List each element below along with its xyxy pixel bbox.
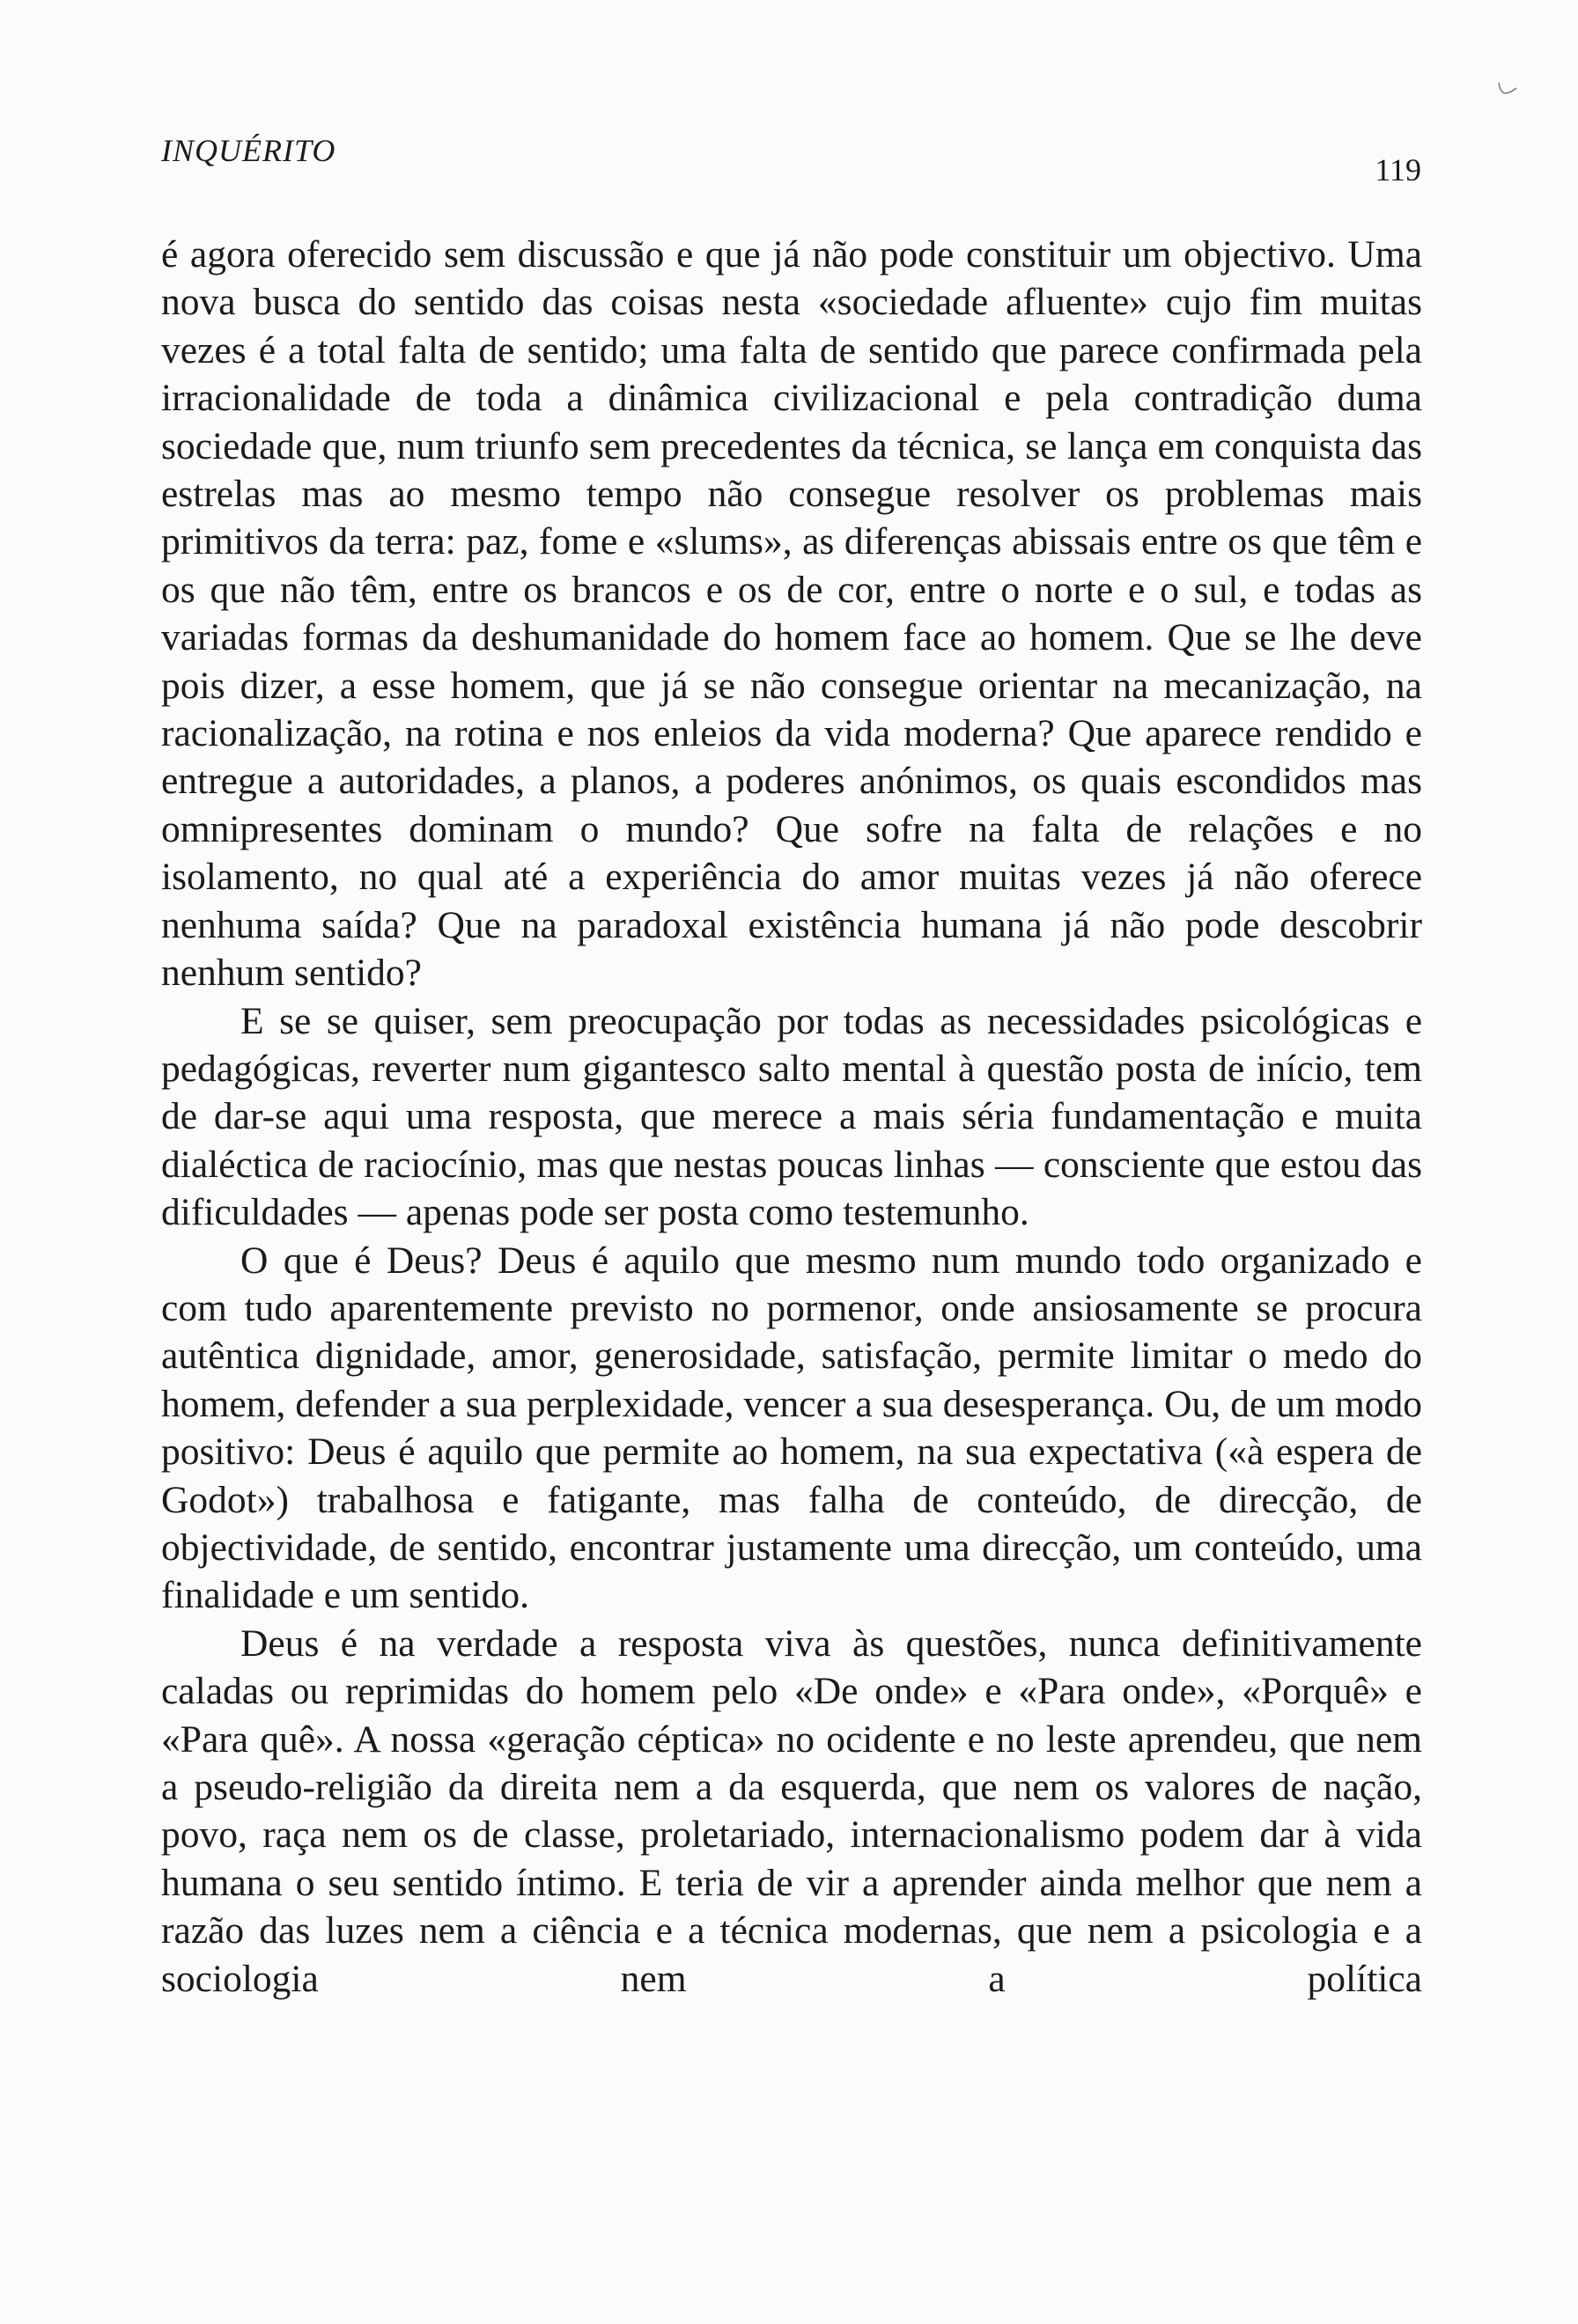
body-text xyxy=(161,231,1422,2003)
page-number: 119 xyxy=(1375,152,1421,188)
page-header xyxy=(161,132,1421,188)
running-head: INQUÉRITO xyxy=(161,133,336,168)
paragraph-2: E se se quiser, sem preocupação por todas as necessidades psicológicas e pedagógicas, reverter num gigantesco salto mental à questão posta de início, tem de dar-se aqui uma resposta, que merece a mais séria fundamentação e muita dialéctica de raciocínio, mas que nestas poucas linhas — consciente que estou das dificuldades — apenas pode ser posta como testemunho. xyxy=(161,999,1422,1234)
pencil-mark-icon xyxy=(1497,81,1520,97)
paragraph-3: O que é Deus? Deus é aquilo que mesmo num mundo todo organizado e com tudo aparentemente previsto no pormenor, onde ansiosamente se procura autêntica dignidade, amor, generosidade, satisfação, permite limitar o medo do homem, defender a sua perplexidade, vencer a sua desesperança. Ou, de um modo positivo: Deus é aquilo que permite ao homem, na sua expectativa («à espera de Godot») trabalhosa e fatigante, mas falha de conteúdo, de direcção, de objectividade, de sentido, encontrar justamente uma direcção, um conteúdo, uma finalidade e um sentido. xyxy=(161,1239,1422,1617)
paragraph-1: é agora oferecido sem discussão e que já não pode constituir um objectivo. Uma nova busca do sentido das coisas nesta «sociedade afluente» cujo fim muitas vezes é a total falta de sentido; uma falta de sentido que parece confirmada pela irracionalidade de toda a dinâmica civilizacional e pela contradição duma sociedade que, num triunfo sem precedentes da técnica, se lança em conquista das estrelas mas ao mesmo tempo não consegue resolver os problemas mais primitivos da terra: paz, fome e «slums», as diferenças abissais entre os que têm e os que não têm, entre os brancos e os de cor, entre o norte e o sul, e todas as variadas formas da deshumanidade do homem face ao homem. Que se lhe deve pois dizer, a esse homem, que já se não consegue orientar na mecanização, na racionalização, na rotina e nos enleios da vida moderna? Que aparece rendido e entregue a autoridades, a planos, a poderes anónimos, os quais escondidos mas omnipresentes dominam o mundo? Que sofre na falta de relações e no isolamento, no qual até a experiência do amor muitas vezes já não oferece nenhuma saída? Que na paradoxal existência humana já não pode descobrir nenhum sentido? xyxy=(161,233,1422,995)
paragraph-4: Deus é na verdade a resposta viva às questões, nunca definitivamente caladas ou reprimidas do homem pelo «De onde» e «Para onde», «Porquê» e «Para quê». A nossa «geração céptica» no ocidente e no leste aprendeu, que nem a pseudo-religião da direita nem a da esquerda, que nem os valores de nação, povo, raça nem os de classe, proletariado, internacionalismo podem dar à vida humana o seu sentido íntimo. E teria de vir a aprender ainda melhor que nem a razão das luzes nem a ciência e a técnica modernas, que nem a psicologia e a sociologia nem a política xyxy=(161,1622,1422,2000)
